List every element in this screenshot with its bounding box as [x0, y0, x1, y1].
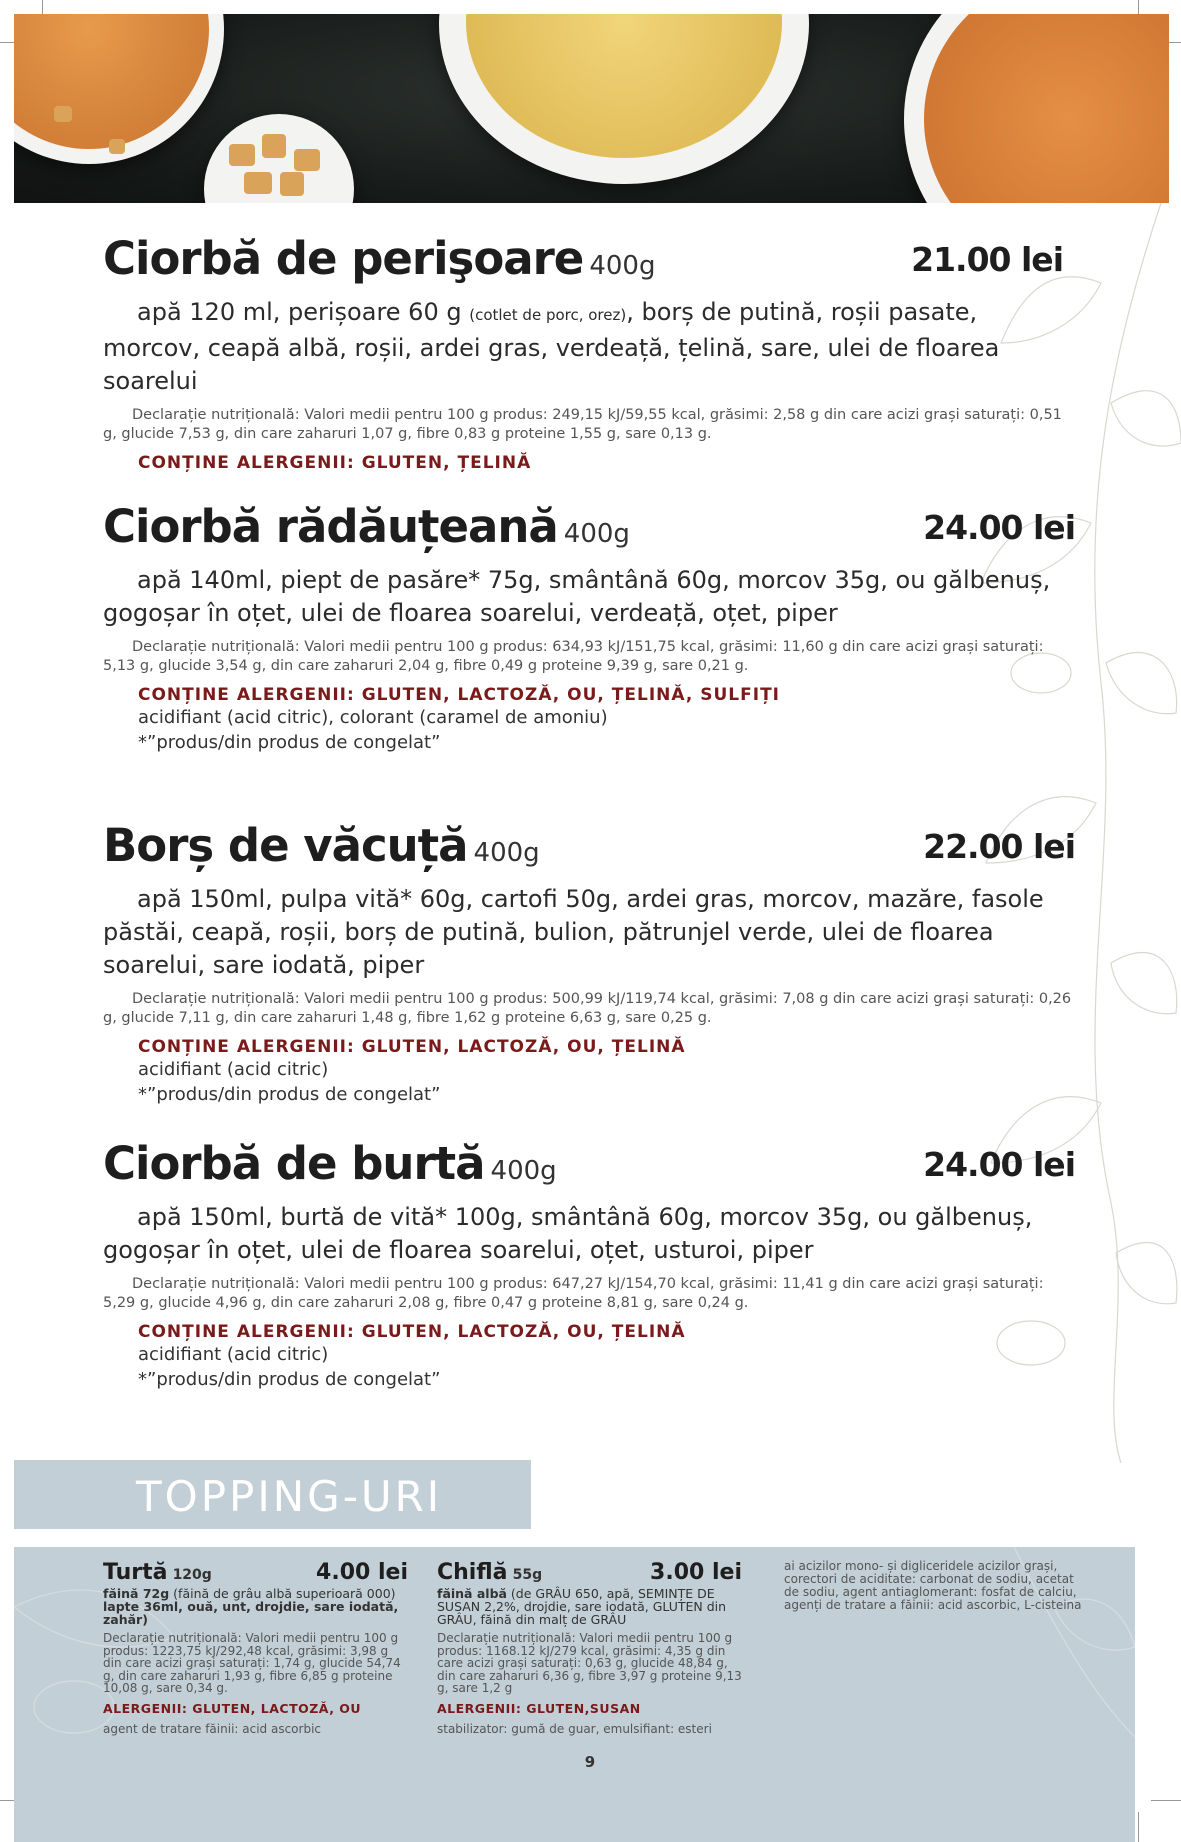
item-additives: acidifiant (acid citric)	[138, 1059, 329, 1080]
topping-price: 3.00 lei	[650, 1560, 742, 1585]
item-price: 22.00 lei	[923, 827, 1075, 866]
topping-additives: stabilizator: gumă de guar, emulsifiant: esteri	[437, 1721, 712, 1736]
ingredients-text: lapte 36ml, ouă, unt, drojdie, sare iodată, zahăr)	[103, 1599, 399, 1627]
item-price: 21.00 lei	[911, 240, 1063, 279]
item-additives: acidifiant (acid citric), colorant (caramel de amoniu)	[138, 707, 608, 728]
item-name: Ciorbă de perişoare	[103, 232, 584, 285]
item-allergens: CONȚINE ALERGENII: GLUTEN, LACTOZĂ, OU, ȚELINĂ	[138, 1037, 686, 1057]
menu-item	[103, 1137, 1075, 1392]
item-ingredients: apă 150ml, burtă de vită* 100g, smântână 60g, morcov 35g, ou gălbenuș, gogoșar în oțet, ulei de floarea soarelui, oțet, usturoi, piper	[103, 1203, 1033, 1264]
soup-right	[924, 14, 1169, 203]
item-weight: 400g	[473, 838, 540, 868]
item-title-row	[103, 500, 1075, 560]
item-frozen-note: *”produs/din produs de congelat”	[138, 1084, 441, 1105]
item-ingredients	[103, 296, 1075, 398]
item-name: Borș de văcuță	[103, 819, 468, 872]
item-nutrition: Declarație nutrițională: Valori medii pentru 100 g produs: 500,99 kJ/119,74 kcal, grăsimi: 7,08 g din care acizi grași saturați: 0,26 g, glucide 7,11 g, din care zaharuri 1,48 g, fibre 1,62 g proteine 6,63 g, sare 0,25 g.	[103, 991, 1072, 1026]
topping-item	[437, 1560, 742, 1736]
ingredients-text: făină albă	[437, 1586, 507, 1601]
item-frozen-note: *”produs/din produs de congelat”	[138, 732, 441, 753]
topping-nutrition: Declarație nutrițională: Valori medii pentru 100 g produs: 1168.12 kJ/279 kcal, grăsimi: 4,35 g din care acizi grași saturați: 0,63 g, glucide 48,84 g, din care zaharuri 6,36 g, fibre 3,97 g proteine 9,13 g, sare 1,2 g	[437, 1631, 742, 1695]
hero-soup-photo	[14, 14, 1169, 203]
crop-mark	[1138, 1812, 1139, 1842]
item-allergens: CONȚINE ALERGENII: GLUTEN, LACTOZĂ, OU, ȚELINĂ	[138, 1322, 686, 1342]
item-allergens: CONȚINE ALERGENII: GLUTEN, ȚELINĂ	[138, 453, 532, 473]
toppings-banner	[14, 1460, 531, 1529]
item-nutrition: Declarație nutrițională: Valori medii pentru 100 g produs: 647,27 kJ/154,70 kcal, grăsimi: 11,41 g din care acizi grași saturați: 5,29 g, glucide 4,96 g, din care zaharuri 2,08 g, fibre 0,47 g proteine 8,81 g, sare 0,24 g.	[103, 1276, 1044, 1311]
ingredients-text: , borș de putină, roșii pasate, morcov, ceapă albă, roșii, ardei gras, verdeață, țelină, sare, ulei de floarea soarelui	[103, 298, 1000, 395]
crouton	[280, 172, 304, 196]
topping-title-row	[103, 1560, 408, 1585]
item-ingredients: apă 140ml, piept de pasăre* 75g, smântână 60g, morcov 35g, ou gălbenuș, gogoșar în oțet, ulei de floarea soarelui, verdeață, oțet, piper	[103, 566, 1051, 627]
bowl-croutons	[204, 114, 354, 203]
menu-item	[103, 232, 1075, 473]
toppings-heading: TOPPING-URI	[136, 1472, 443, 1521]
item-title-row	[103, 819, 1075, 879]
item-nutrition: Declarație nutrițională: Valori medii pentru 100 g produs: 634,93 kJ/151,75 kcal, grăsimi: 11,60 g din care acizi grași saturați: 5,13 g, glucide 3,54 g, din care zaharuri 2,04 g, fibre 0,49 g proteine 9,39 g, sare 0,21 g.	[103, 639, 1044, 674]
ingredients-note: (cotlet de porc, orez)	[469, 306, 627, 324]
item-weight: 400g	[563, 519, 630, 549]
topping-ingredients	[437, 1587, 742, 1626]
ingredients-text: făină 72g	[103, 1586, 170, 1601]
ingredients-note: (făină de grâu albă superioară 000)	[169, 1586, 396, 1601]
item-additives: acidifiant (acid citric)	[138, 1344, 329, 1365]
item-weight: 400g	[490, 1156, 557, 1186]
topping-additives-continuation: ai acizilor mono- și digliceridele acizilor grași, corectori de aciditate: carbonat de sodiu, acetat de sodiu, agent antiaglomerant: fosfat de calciu, agenți de tratare a făinii: acid ascorbic, L-cisteina	[784, 1559, 1082, 1612]
crouton	[262, 134, 286, 158]
topping-price: 4.00 lei	[316, 1560, 408, 1585]
item-nutrition: Declarație nutrițională: Valori medii pentru 100 g produs: 249,15 kJ/59,55 kcal, grăsimi: 2,58 g din care acizi grași saturați: 0,51 g, glucide 7,53 g, din care zaharuri 1,07 g, fibre 0,83 g proteine 1,55 g, sare 0,13 g.	[103, 407, 1062, 442]
item-title-row	[103, 232, 1075, 292]
item-price: 24.00 lei	[923, 508, 1075, 547]
page-number: 9	[584, 1753, 596, 1771]
item-name: Ciorbă rădăuțeană	[103, 500, 558, 553]
ingredients-text: apă 120 ml, perișoare 60 g	[137, 298, 470, 326]
item-name: Ciorbă de burtă	[103, 1137, 485, 1190]
crouton	[294, 149, 320, 171]
crouton	[229, 144, 255, 166]
item-ingredients: apă 150ml, pulpa vită* 60g, cartofi 50g, ardei gras, morcov, mazăre, fasole păstăi, ceapă, roșii, borș de putină, bulion, pătrunjel verde, ulei de floarea soarelui, sare iodată, piper	[103, 885, 1044, 979]
topping-allergens: ALERGENII: GLUTEN, LACTOZĂ, OU	[103, 1700, 362, 1716]
topping-item	[103, 1560, 408, 1736]
topping-nutrition: Declarație nutrițională: Valori medii pentru 100 g produs: 1223,75 kJ/292,48 kcal, grăsimi: 3,98 g din care acizi grași saturați: 1,74 g, glucide 54,74 g, din care zaharuri 1,93 g, fibre 6,85 g proteine 10,08 g, sare 0,34 g.	[103, 1631, 401, 1695]
crouton	[54, 106, 72, 122]
topping-name: Chiflă	[437, 1560, 508, 1585]
menu-item	[103, 819, 1075, 1107]
topping-allergens: ALERGENII: GLUTEN,SUSAN	[437, 1700, 641, 1716]
ingredients-note: (de GRÂU 650, apă, SEMINȚE DE SUSAN 2,2%, drojdie, sare iodată, GLUTEN din GRÂU, făină din malț de GRÂU	[437, 1586, 727, 1627]
crop-mark	[1151, 1800, 1181, 1801]
item-allergens: CONȚINE ALERGENII: GLUTEN, LACTOZĂ, OU, ȚELINĂ, SULFIȚI	[138, 685, 780, 705]
topping-name: Turtă	[103, 1560, 168, 1585]
item-frozen-note: *”produs/din produs de congelat”	[138, 1369, 441, 1390]
topping-weight: 120g	[172, 1567, 212, 1583]
item-weight: 400g	[589, 251, 656, 281]
crouton	[244, 172, 272, 194]
item-title-row	[103, 1137, 1075, 1197]
topping-weight: 55g	[512, 1567, 543, 1583]
item-price: 24.00 lei	[923, 1145, 1075, 1184]
menu-item	[103, 500, 1075, 755]
topping-title-row	[437, 1560, 742, 1585]
topping-additives: agent de tratare făinii: acid ascorbic	[103, 1721, 321, 1736]
crouton	[109, 139, 125, 154]
topping-ingredients	[103, 1587, 408, 1626]
